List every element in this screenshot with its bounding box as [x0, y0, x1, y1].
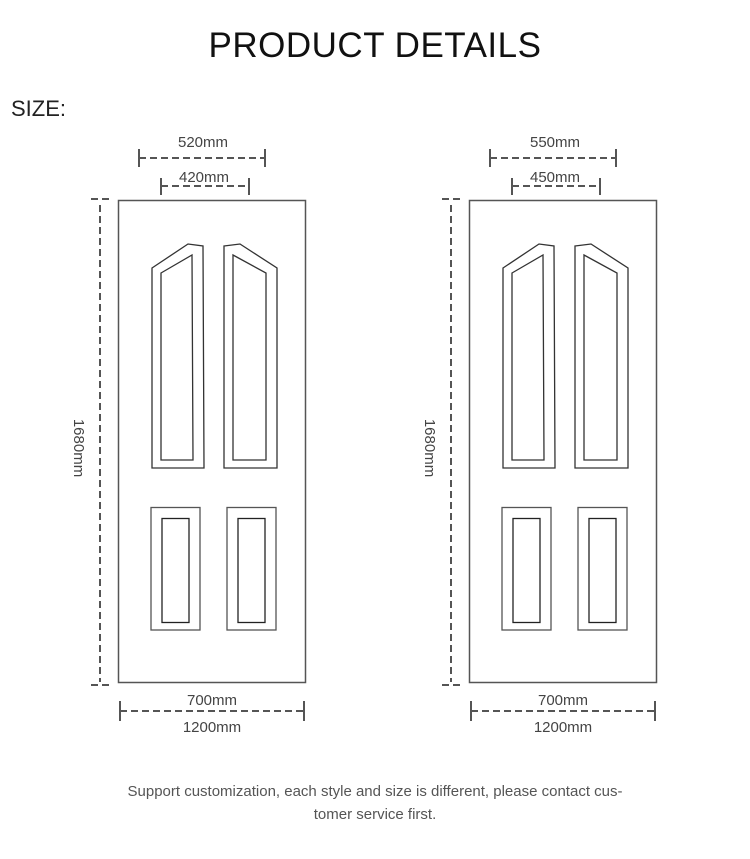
customization-note — [40, 780, 710, 826]
door-1-top-inner-width: 420mm — [178, 169, 230, 186]
door-2-bottom-outer-width: 1200mm — [533, 719, 593, 736]
note-line-1: Support customization, each style and size is different, please contact cus- — [127, 783, 623, 800]
door-2-height: 1680mm — [421, 418, 438, 478]
door-2-bottom-inner-width: 700mm — [537, 692, 589, 709]
door-1-top-outer-width: 520mm — [177, 134, 229, 151]
note-line-2: tomer service first. — [313, 806, 437, 823]
door-1-bottom-outer-width: 1200mm — [182, 719, 242, 736]
door-1-height: 1680mm — [70, 418, 87, 478]
door-2-top-inner-width: 450mm — [529, 169, 581, 186]
door-2 — [421, 134, 657, 736]
door-2-top-outer-width: 550mm — [529, 134, 581, 151]
page-title: PRODUCT DETAILS — [208, 26, 542, 65]
door-1-bottom-inner-width: 700mm — [186, 692, 238, 709]
size-label: SIZE: — [11, 96, 67, 121]
door-1 — [70, 134, 306, 736]
